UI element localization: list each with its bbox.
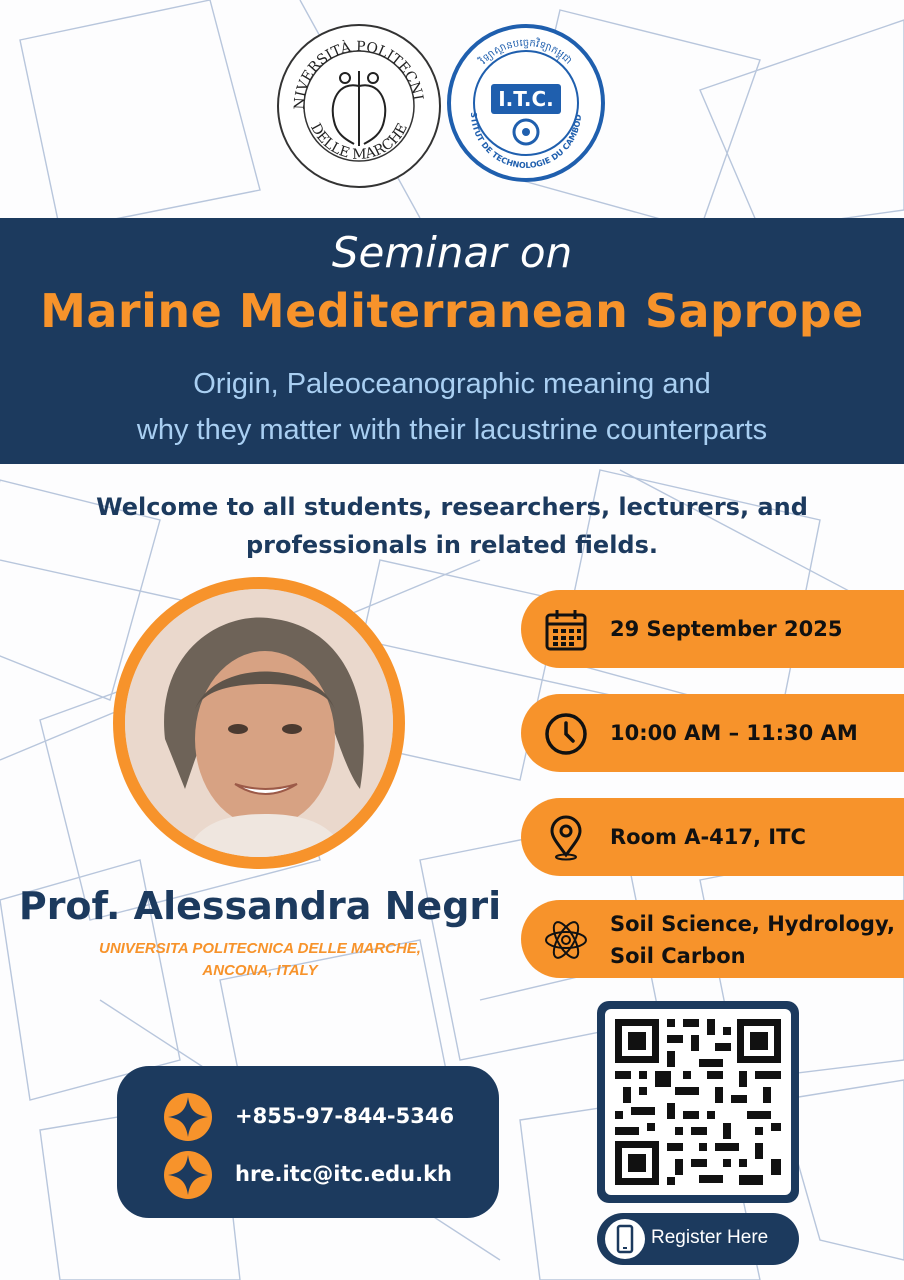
star-icon	[163, 1150, 213, 1200]
clock-icon	[543, 711, 589, 757]
welcome-message	[60, 488, 844, 564]
date-text: 29 September 2025	[610, 617, 843, 641]
topics-pill	[521, 900, 904, 978]
seminar-subtitle-line1: Origin, Paleoceanographic meaning and	[193, 368, 711, 400]
seminar-subtitle-line2: why they matter with their lacustrine counterparts	[136, 414, 768, 446]
time-text: 10:00 AM – 11:30 AM	[610, 721, 858, 745]
univpm-text-top: NIVERSITÀ POLITECNI	[291, 38, 426, 110]
svg-text:UNIVERSITÀ POLITECNICA	[279, 26, 426, 110]
itc-logo	[447, 24, 605, 182]
univpm-seal-graphic	[279, 26, 439, 186]
register-label: Register Here	[651, 1227, 769, 1248]
itc-text-bottom: STITUT DE TECHNOLOGIE DU CAMBOD	[468, 112, 584, 171]
itc-seal-graphic	[451, 28, 601, 178]
seminar-title: Marine Mediterranean Saprope	[40, 284, 864, 338]
map-pin-icon	[543, 815, 589, 861]
topics-text-line2: Soil Carbon	[610, 944, 746, 968]
phone-icon-circle	[605, 1219, 645, 1259]
phone-icon	[605, 1219, 645, 1259]
location-pill	[521, 798, 904, 876]
time-pill	[521, 694, 904, 772]
univpm-text-bottom: DELLE MARCHE	[307, 120, 411, 163]
register-button[interactable]	[597, 1213, 799, 1265]
speaker-photo	[125, 589, 393, 857]
contact-box	[117, 1066, 499, 1218]
speaker-portrait-graphic	[125, 589, 393, 857]
topics-text-line1: Soil Science, Hydrology,	[610, 912, 895, 936]
itc-text-center: I.T.C.	[498, 87, 554, 111]
welcome-line1: Welcome to all students, researchers, lecturers, and	[96, 493, 808, 521]
seminar-on-label: Seminar on	[331, 228, 573, 277]
speaker-affiliation-line1: UNIVERSITA POLITECNICA DELLE MARCHE,	[99, 940, 421, 957]
speaker-name: Prof. Alessandra Negri	[18, 884, 502, 928]
email-address[interactable]: hre.itc@itc.edu.kh	[235, 1162, 452, 1186]
qr-code[interactable]	[605, 1009, 791, 1195]
itc-text-top: វិទ្យាស្ថានបច្ចេកវិទ្យាកម្ពុជា	[478, 37, 574, 67]
qr-code-frame	[597, 1001, 799, 1203]
calendar-icon	[543, 607, 589, 653]
speaker-affiliation-line2: ANCONA, ITALY	[202, 962, 318, 979]
welcome-line2: professionals in related fields.	[245, 531, 659, 559]
atom-icon	[543, 917, 589, 963]
star-icon	[163, 1092, 213, 1142]
phone-number[interactable]: +855-97-844-5346	[235, 1104, 455, 1128]
qr-code-graphic	[605, 1009, 791, 1195]
location-text: Room A-417, ITC	[610, 825, 806, 849]
date-pill	[521, 590, 904, 668]
univpm-logo	[277, 24, 441, 188]
